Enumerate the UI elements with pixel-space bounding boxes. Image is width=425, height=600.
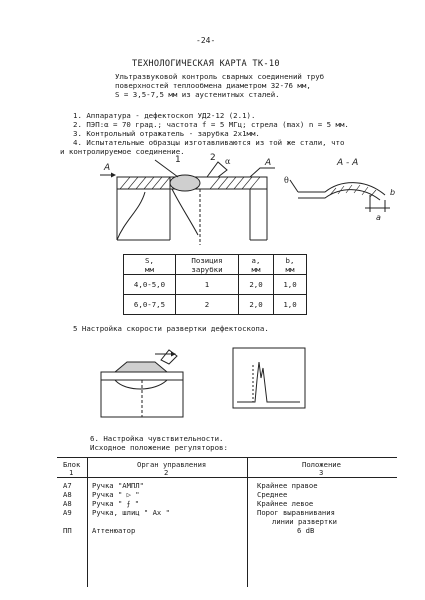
subtitle-line-1: Ультразвуковой контроль сварных соединений труб <box>115 72 325 81</box>
table-cell: 1,0 <box>274 295 307 315</box>
section-aa-title: A - A <box>337 158 359 168</box>
angle-alpha-label: α <box>225 157 231 166</box>
table-cell: 2,0 <box>239 295 274 315</box>
weld-bead-2 <box>115 362 167 372</box>
header-rule <box>57 477 397 478</box>
probe-transducer <box>207 162 227 177</box>
weld-bead <box>170 175 200 191</box>
item-3: 3. Контрольный отражатель - зарубка 2х1мм. <box>73 129 260 138</box>
row-3-control: Ручка " ⨍ " <box>92 499 140 508</box>
initial-position-label: Исходное положение регуляторов: <box>90 443 228 452</box>
item-4: 4. Испытательные образцы изготавливаются из той же стали, что <box>73 138 345 147</box>
row-1-block: А7 <box>63 481 72 490</box>
header-position: Позиция зарубки <box>176 255 239 275</box>
row-4-control: Ручка, шлиц " Ax " <box>92 508 170 517</box>
marker-2: 2 <box>210 153 216 163</box>
sample-block-drawing <box>101 372 183 417</box>
table-top-rule <box>57 457 397 458</box>
weld-section-figure <box>100 150 420 250</box>
dim-a-label: a <box>376 213 381 222</box>
header-s: S, мм <box>124 255 176 275</box>
row-5-control: Аттенюатор <box>92 526 136 535</box>
section-arrow-right <box>250 168 275 177</box>
header-block: Блок <box>63 460 81 469</box>
subtitle-line-3: S = 3,5-7,5 мм из аустенитных сталей. <box>115 90 280 99</box>
row-5-block: ПП <box>63 526 72 535</box>
col-number-1: 1 <box>69 468 74 477</box>
row-3-block: А8 <box>63 499 72 508</box>
row-3-position: Крайнее левое <box>257 499 314 508</box>
oscilloscope-screen <box>233 348 305 408</box>
table-cell: 6,0-7,5 <box>124 295 176 315</box>
row-2-block: А8 <box>63 490 72 499</box>
row-1-control: Ручка "АМПЛ" <box>92 481 144 490</box>
section-aa-drawing <box>290 180 390 212</box>
row-4-position: Порог выравнивания <box>257 508 335 517</box>
dim-b-label: b <box>390 188 396 197</box>
table-cell: 1 <box>176 275 239 295</box>
row-2-control: Ручка " ▷ " <box>92 490 140 499</box>
marker-1: 1 <box>175 155 181 165</box>
header-position: Положение <box>302 460 341 469</box>
table-row <box>124 275 307 295</box>
page-number: -24- <box>196 36 216 45</box>
page-title: ТЕХНОЛОГИЧЕСКАЯ КАРТА ТК-10 <box>132 59 280 69</box>
table-cell: 2 <box>176 295 239 315</box>
item-5: 5 Настройка скорости развертки дефектоскопа. <box>73 324 269 333</box>
sweep-setup-figure <box>95 340 405 420</box>
table-header-row <box>124 255 307 275</box>
table-cell: 2,0 <box>239 275 274 295</box>
table-cell: 1,0 <box>274 275 307 295</box>
header-a: a, мм <box>239 255 274 275</box>
section-aa-hatching <box>330 185 376 197</box>
notch-table <box>123 254 307 315</box>
table-cell: 4,0-5,0 <box>124 275 176 295</box>
item-4-continued: и контролируемое соединение. <box>60 147 185 156</box>
row-4-block: А9 <box>63 508 72 517</box>
col-number-2: 2 <box>164 468 169 477</box>
table-row <box>124 295 307 315</box>
row-1-position: Крайнее правое <box>257 481 318 490</box>
subtitle-line-2: поверхностей теплообмена диаметром 32-76 мм, <box>115 81 311 90</box>
item-1: 1. Аппаратура - дефектоскоп УД2-12 (2.1). <box>73 111 256 120</box>
section-a-label-left: A <box>104 163 111 173</box>
row-2-position: Среднее <box>257 490 288 499</box>
probe-transducer-2 <box>161 350 177 364</box>
header-control: Орган управления <box>137 460 207 469</box>
section-a-label-right: A <box>265 158 272 168</box>
theta-label: θ <box>284 176 289 185</box>
row-4-position-continued: линии развертки <box>272 517 337 526</box>
header-b: b, мм <box>274 255 307 275</box>
row-5-position: 6 dB <box>297 526 315 535</box>
item-2: 2. ПЭП:α = 70 град.; частота f = 5 МГц; стрела (max) n = 5 мм. <box>73 120 349 129</box>
col-number-3: 3 <box>319 468 324 477</box>
item-6: 6. Настройка чувствительности. <box>90 434 224 443</box>
